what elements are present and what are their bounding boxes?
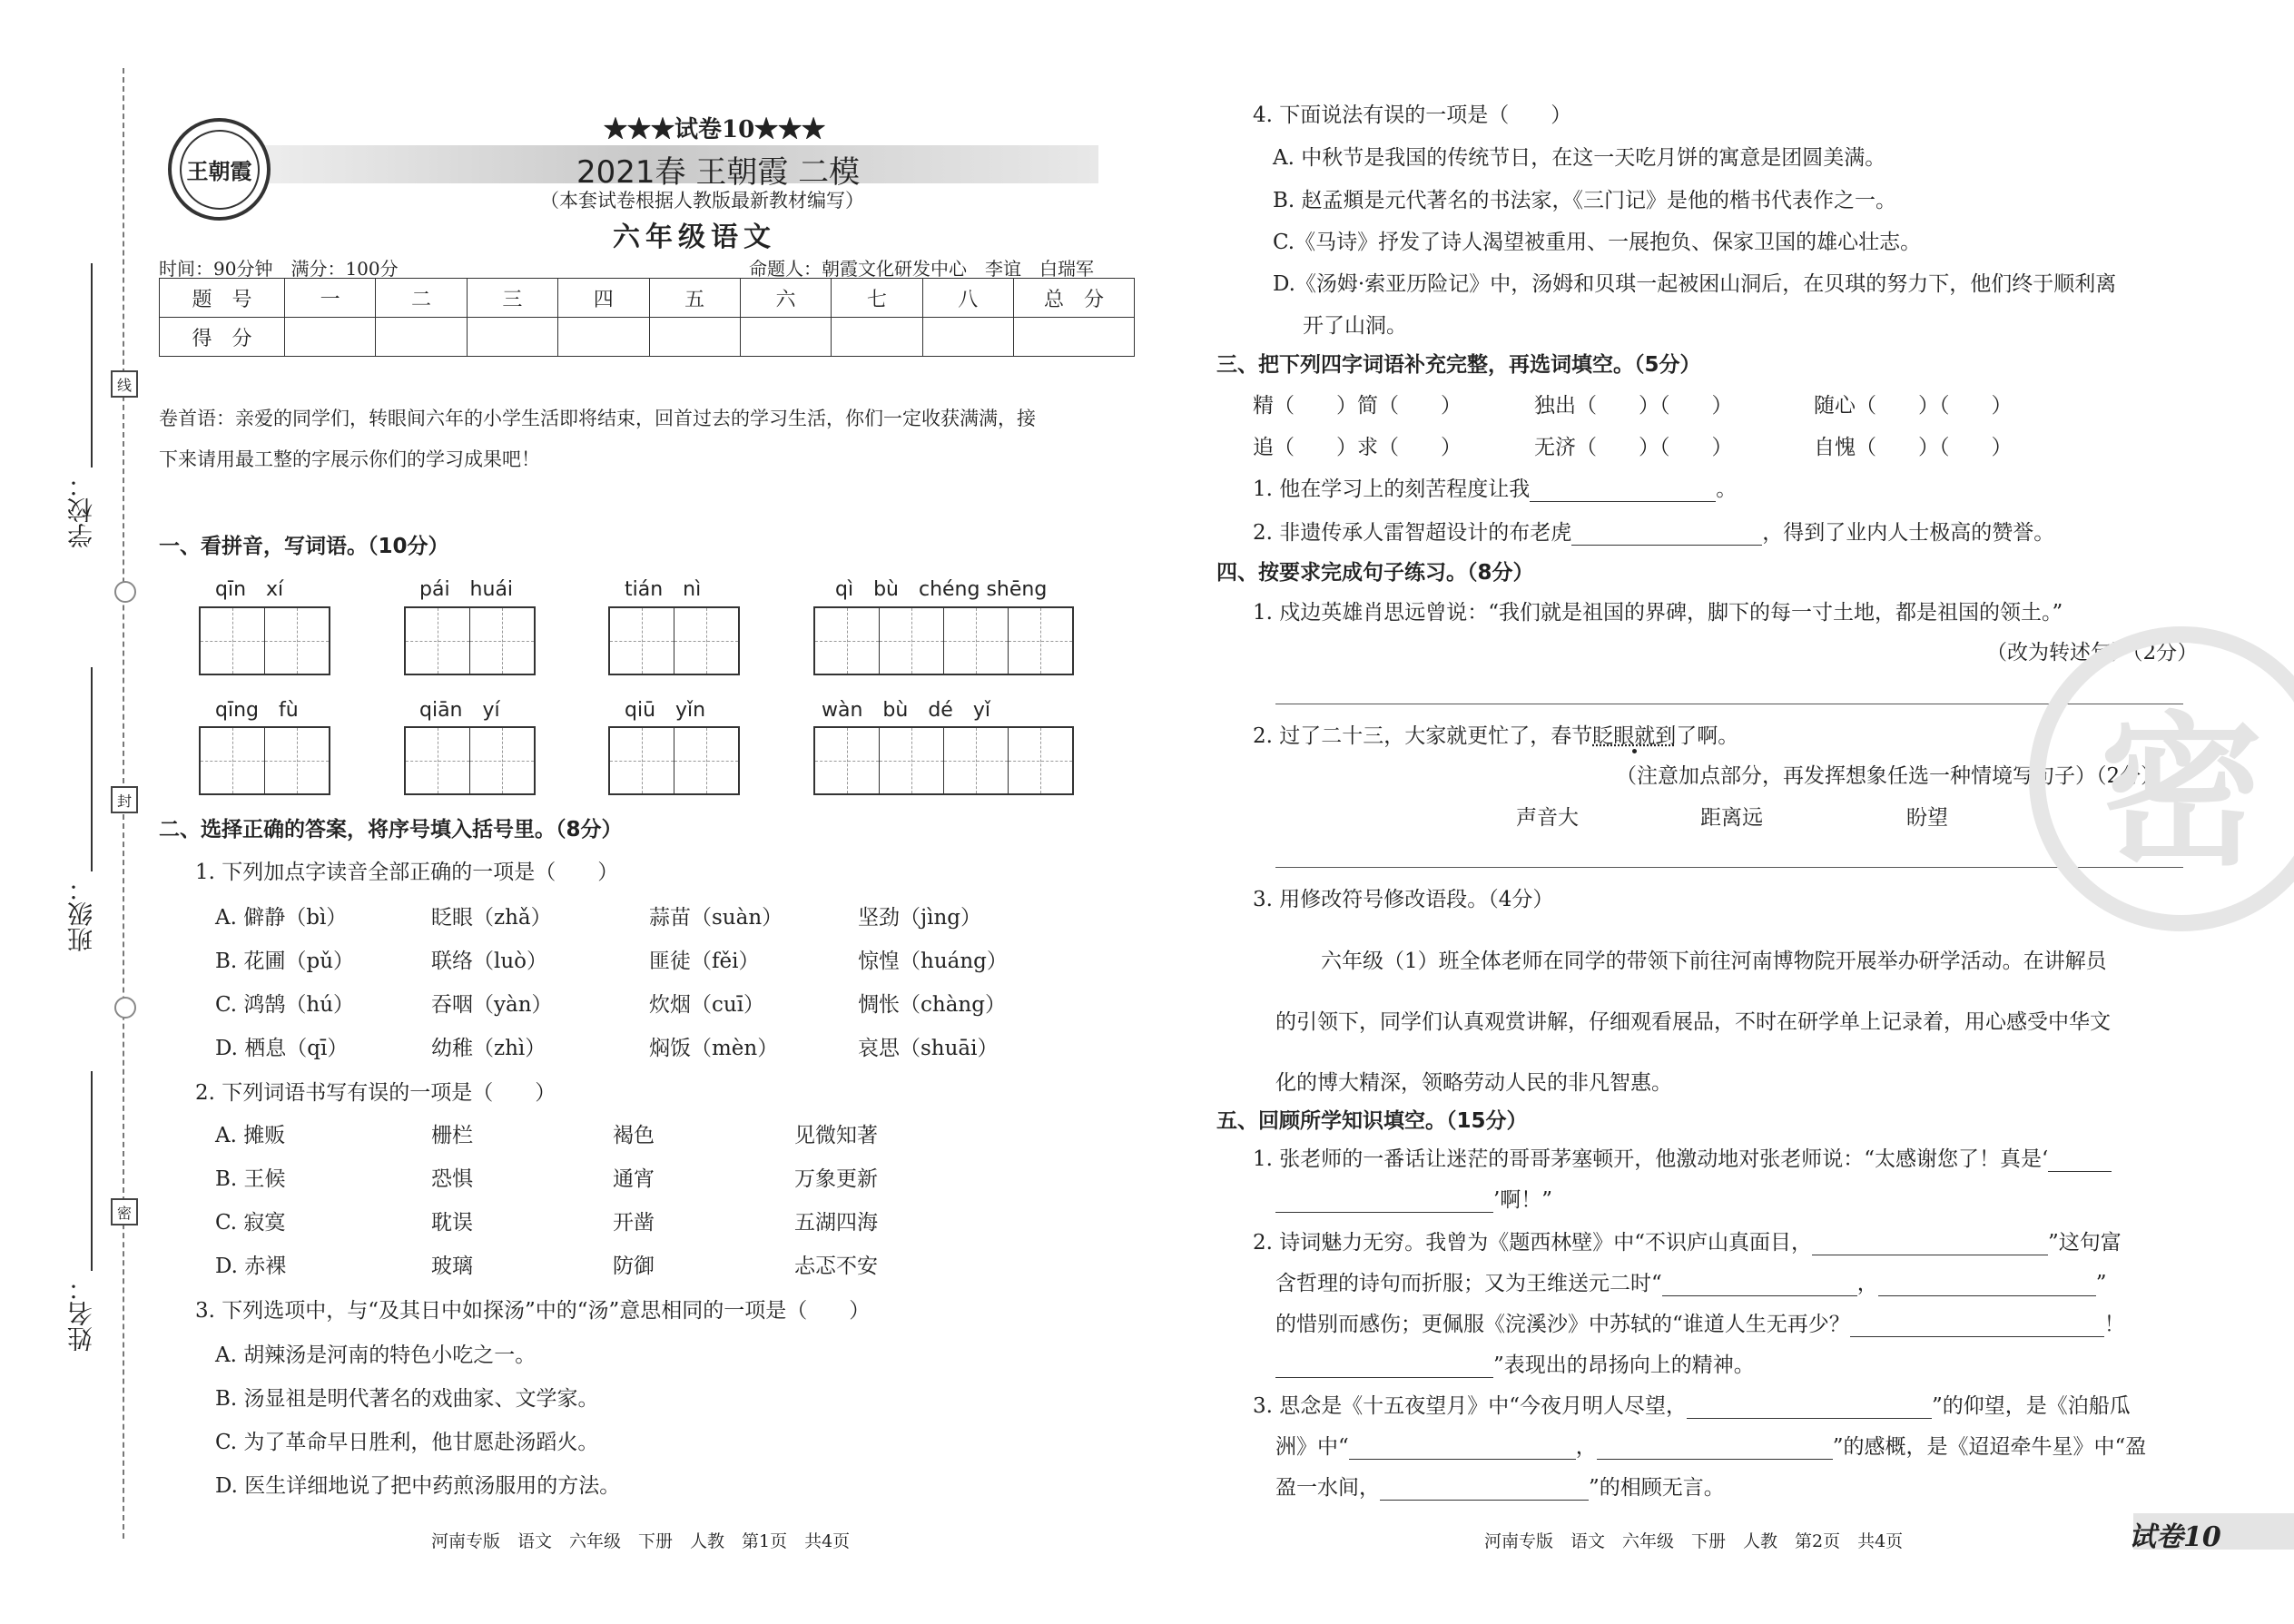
- choice: 距离远: [1700, 806, 1763, 830]
- q4-2-req: （注意加点部分，再发挥想象任选一种情境写句子）（2分）: [1616, 764, 2162, 788]
- page-footer: 河南专版 语文 六年级 下册 人教 第2页 共4页: [1484, 1531, 1904, 1551]
- option: 幼稚（zhì）: [431, 1037, 546, 1060]
- q4-3-para: 六年级（1）班全体老师在同学的带领下前往河南博物院开展举办研学活动。在讲解员: [1321, 950, 2107, 973]
- choice: 声音大: [1516, 806, 1579, 830]
- q5-text: ”: [2095, 1272, 2107, 1295]
- q5-text: 3. 思念是《十五夜望月》中“今夜月明人尽望，: [1253, 1394, 1688, 1418]
- q5-text: 洲》中“: [1275, 1435, 1349, 1459]
- dotted-text: 眨眼就到: [1592, 724, 1677, 748]
- section-3-title: 三、把下列四字词语补充完整，再选词填空。（5分）: [1216, 353, 1701, 377]
- pinyin-label: qì bù chéng shēng: [835, 578, 1048, 601]
- class-field[interactable]: [91, 667, 93, 871]
- option: A. 摊贩: [215, 1124, 286, 1147]
- score-header-cell: 总 分: [1014, 279, 1135, 318]
- writing-grid[interactable]: [404, 726, 536, 795]
- score-cell[interactable]: [922, 318, 1013, 357]
- option: 吞咽（yàn）: [431, 993, 553, 1017]
- option: D. 赤裸: [215, 1255, 287, 1278]
- option: 眨眼（zhǎ）: [431, 906, 552, 930]
- option: 恐惧: [431, 1167, 473, 1191]
- fill-blank[interactable]: [1571, 523, 1762, 546]
- score-cell[interactable]: [1014, 318, 1135, 357]
- idiom-blank[interactable]: 追（ ）求（ ）: [1253, 436, 1462, 459]
- series-label: ★★★试卷10★★★: [604, 116, 826, 143]
- name-label: 姓名：: [66, 1275, 96, 1352]
- option: C.《马诗》抒发了诗人渴望被重用、一展抱负、保家卫国的雄心壮志。: [1273, 231, 1922, 254]
- option: B. 花圃（pǔ）: [215, 950, 355, 973]
- fill-blank[interactable]: [1380, 1478, 1589, 1501]
- q5-3: [1253, 1389, 2131, 1419]
- idiom-blank[interactable]: 随心（ ）（ ）: [1814, 394, 2013, 418]
- q4-1-req: （改为转述句）（2分）: [1986, 641, 2199, 664]
- writing-grid[interactable]: [199, 726, 330, 795]
- option: 焖饭（mèn）: [649, 1037, 779, 1060]
- option: A. 胡辣汤是河南的特色小吃之一。: [215, 1343, 537, 1367]
- q5-1-cont: [1275, 1183, 1552, 1213]
- writing-grid[interactable]: [608, 606, 740, 675]
- pinyin-label: qīn xí: [215, 578, 284, 601]
- page-1: [159, 0, 1139, 1624]
- fill-blank[interactable]: [1530, 479, 1716, 502]
- preface-line-1: 卷首语：亲爱的同学们，转眼间六年的小学生活即将结束，回首过去的学习生活，你们一定收获满满，接: [159, 408, 1036, 429]
- option: 防御: [613, 1255, 655, 1278]
- q5-text: 2. 诗词魅力无穷。我曾为《题西林壁》中“不识庐山真面目，: [1253, 1231, 1813, 1255]
- option: A. 僻静（bì）: [215, 906, 348, 930]
- score-header-cell: 一: [285, 279, 376, 318]
- score-header-cell: 四: [558, 279, 649, 318]
- q5-text: ”这句富: [2048, 1231, 2122, 1255]
- q5-text: ，: [1575, 1435, 1597, 1459]
- writing-grid[interactable]: [813, 606, 1074, 675]
- q5-text: ”的感概，是《迢迢牵牛星》中“盈: [1832, 1435, 2147, 1459]
- q5-text: ’啊！”: [1493, 1188, 1553, 1212]
- score-cell[interactable]: [649, 318, 740, 357]
- q4-2: [1253, 719, 1738, 749]
- option: 玻璃: [431, 1255, 473, 1278]
- q4-2-text: 2. 过了二十三，大家就更忙了，春节: [1253, 724, 1593, 748]
- q5-text: ”的相顾无言。: [1589, 1476, 1725, 1500]
- option: A. 中秋节是我国的传统节日，在这一天吃月饼的寓意是团圆美满。: [1273, 146, 1886, 170]
- authors: 命题人：朝霞文化研发中心 李谊 白瑞军: [749, 258, 1094, 280]
- option: 惆怅（chàng）: [858, 993, 1006, 1017]
- class-label: 班级：: [66, 876, 96, 952]
- score-table: [159, 278, 1135, 357]
- seal-mi: 密: [111, 1198, 138, 1225]
- score-cell[interactable]: [558, 318, 649, 357]
- fill-blank[interactable]: [2048, 1149, 2112, 1172]
- option: 通宵: [613, 1167, 655, 1191]
- fill-blank[interactable]: [1275, 1190, 1493, 1213]
- answer-line[interactable]: [1275, 867, 2183, 868]
- section-4-title: 四、按要求完成句子练习。（8分）: [1216, 561, 1534, 585]
- fill-sentence: [1253, 516, 2054, 546]
- q4-2-end: 了啊。: [1676, 724, 1739, 748]
- fill-blank[interactable]: [1878, 1274, 2096, 1296]
- option: B. 汤显祖是明代著名的戏曲家、文学家。: [215, 1387, 599, 1411]
- choice: 盼望: [1906, 806, 1948, 830]
- school-field[interactable]: [91, 263, 93, 468]
- fill-blank[interactable]: [1687, 1396, 1932, 1419]
- score-header-cell: 三: [467, 279, 557, 318]
- option: 坚劲（jìng）: [858, 906, 982, 930]
- q2-2-stem: 2. 下列词语书写有误的一项是（ ）: [195, 1081, 556, 1105]
- score-row: [160, 318, 1135, 357]
- fill-text: ，得到了业内人士极高的赞誉。: [1762, 521, 2055, 545]
- q4-3-para: 的引领下，同学们认真观赏讲解，仔细观看展品，不时在研学单上记录着，用心感受中华文: [1275, 1010, 2111, 1034]
- section-5-title: 五、回顾所学知识填空。（15分）: [1216, 1109, 1528, 1133]
- option: 栅栏: [431, 1124, 473, 1147]
- preface-line-2: 下来请用最工整的字展示你们的学习成果吧！: [159, 448, 540, 470]
- score-cell[interactable]: [376, 318, 467, 357]
- q5-text: 盈一水间，: [1275, 1476, 1380, 1500]
- writing-grid[interactable]: [813, 726, 1074, 795]
- fill-blank[interactable]: [1349, 1437, 1576, 1460]
- score-header-cell: 七: [832, 279, 922, 318]
- logo-text: 王朝霞: [180, 130, 260, 210]
- pinyin-label: tián nì: [625, 578, 702, 601]
- q4-3-para: 化的博大精深，领略劳动人民的非凡智惠。: [1275, 1071, 1672, 1095]
- q5-3-cont: [1275, 1430, 2146, 1460]
- q5-2-cont: [1275, 1307, 2125, 1337]
- score-row-label: 得 分: [160, 318, 285, 357]
- pinyin-label: pái huái: [419, 578, 514, 601]
- q5-2: [1253, 1225, 2122, 1255]
- exam-title: 2021春 王朝霞 二模: [576, 154, 861, 191]
- option: C. 为了革命早日胜利，他甘愿赴汤蹈火。: [215, 1431, 599, 1454]
- option: 见微知著: [794, 1124, 878, 1147]
- q4-3: 3. 用修改符号修改语段。（4分）: [1253, 888, 1554, 911]
- score-header-cell: 二: [376, 279, 467, 318]
- option: 开凿: [613, 1211, 655, 1235]
- option: 忐忑不安: [794, 1255, 878, 1278]
- option: 联络（luò）: [431, 950, 548, 973]
- score-cell[interactable]: [285, 318, 376, 357]
- section-1-title: 一、看拼音，写词语。（10分）: [159, 535, 449, 558]
- idiom-blank[interactable]: 独出（ ）（ ）: [1534, 394, 1733, 418]
- option: 匪徒（fěi）: [649, 950, 760, 973]
- score-header-cell: 题 号: [160, 279, 285, 318]
- seal-feng: 封: [111, 786, 138, 813]
- option: D.《汤姆·索亚历险记》中，汤姆和贝琪一起被困山洞后，在贝琪的努力下，他们终于顺利离: [1273, 272, 2117, 296]
- score-header-cell: 五: [649, 279, 740, 318]
- q5-text: 含哲理的诗句而折服；又为王维送元二时“: [1275, 1272, 1662, 1295]
- q5-text: 1. 张老师的一番话让迷茫的哥哥茅塞顿开，他激动地对张老师说：“太感谢您了！真是‘: [1253, 1147, 2049, 1171]
- q5-text: 的惜别而感伤；更佩服《浣溪沙》中苏轼的“谁道人生无再少？: [1275, 1313, 1850, 1336]
- name-field[interactable]: [91, 1071, 93, 1271]
- q5-text: ！: [2103, 1313, 2125, 1336]
- option: 五湖四海: [794, 1211, 878, 1235]
- fill-blank[interactable]: [1662, 1274, 1857, 1296]
- fill-blank[interactable]: [1597, 1437, 1833, 1460]
- option: C. 寂寞: [215, 1211, 286, 1235]
- option: 哀思（shuāi）: [858, 1037, 999, 1060]
- seal-xian: 线: [111, 370, 138, 398]
- writing-grid[interactable]: [608, 726, 740, 795]
- page-tag: 试卷10: [2129, 1521, 2221, 1553]
- q5-text: ”表现出的昂扬向上的精神。: [1493, 1353, 1755, 1377]
- option: B. 王候: [215, 1167, 286, 1191]
- pinyin-label: qīng fù: [215, 699, 299, 722]
- option: 耽误: [431, 1211, 473, 1235]
- subject-title: 六年级语文: [613, 221, 776, 253]
- q5-2-cont: [1275, 1266, 2107, 1296]
- score-cell[interactable]: [832, 318, 922, 357]
- watermark-text: 密: [2099, 698, 2263, 888]
- option: D. 栖息（qī）: [215, 1037, 349, 1060]
- fill-blank[interactable]: [1850, 1314, 2104, 1337]
- idiom-blank[interactable]: 自愧（ ）（ ）: [1814, 436, 2013, 459]
- q5-3-cont: [1275, 1471, 1725, 1501]
- writing-grid[interactable]: [199, 606, 330, 675]
- option: C. 鸿鹄（hú）: [215, 993, 355, 1017]
- section-2-title: 二、选择正确的答案，将序号填入括号里。（8分）: [159, 818, 623, 842]
- option: 褐色: [613, 1124, 655, 1147]
- score-cell[interactable]: [740, 318, 831, 357]
- option: B. 赵孟頫是元代著名的书法家，《三门记》是他的楷书代表作之一。: [1273, 189, 1897, 212]
- score-header-cell: 六: [740, 279, 831, 318]
- q5-text: ”的仰望，是《泊船瓜: [1932, 1394, 2131, 1418]
- fill-text: 1. 他在学习上的刻苦程度让我: [1253, 477, 1531, 501]
- option: 炊烟（cuī）: [649, 993, 765, 1017]
- q5-1: [1253, 1142, 2112, 1172]
- fill-blank[interactable]: [1275, 1355, 1493, 1378]
- pinyin-label: wàn bù dé yǐ: [822, 699, 990, 722]
- fill-blank[interactable]: [1812, 1233, 2048, 1255]
- score-header-row: [160, 279, 1135, 318]
- q4-1: 1. 戍边英雄肖思远曾说：“我们就是祖国的界碑，脚下的每一寸土地，都是祖国的领土。”: [1253, 601, 2063, 625]
- fill-sentence: [1253, 472, 1737, 502]
- option: 万象更新: [794, 1167, 878, 1191]
- pinyin-label: qiū yǐn: [625, 699, 706, 722]
- binding-hole-icon: [114, 581, 136, 603]
- q5-2-cont: [1275, 1348, 1755, 1378]
- score-header-cell: 八: [922, 279, 1013, 318]
- binding-hole-icon: [114, 997, 136, 1019]
- idiom-blank[interactable]: 无济（ ）（ ）: [1534, 436, 1733, 459]
- writing-grid[interactable]: [404, 606, 536, 675]
- q2-3-stem: 3. 下列选项中，与“及其日中如探汤”中的“汤”意思相同的一项是（ ）: [195, 1299, 871, 1323]
- option: 惊惶（huáng）: [858, 950, 1008, 973]
- option: 开了山洞。: [1303, 314, 1407, 338]
- school-label: 学校：: [66, 472, 96, 548]
- time-score: 时间：90分钟 满分：100分: [159, 258, 399, 280]
- option: 蒜苗（suàn）: [649, 906, 783, 930]
- idiom-blank[interactable]: 精（ ）简（ ）: [1253, 394, 1462, 418]
- fill-text: 。: [1716, 477, 1738, 501]
- pinyin-label: qiān yí: [419, 699, 500, 722]
- score-cell[interactable]: [467, 318, 557, 357]
- page-footer: 河南专版 语文 六年级 下册 人教 第1页 共4页: [431, 1531, 851, 1551]
- q2-1-stem: 1. 下列加点字读音全部正确的一项是（ ）: [195, 861, 619, 884]
- exam-subtitle: （本套试卷根据人教版最新教材编写）: [540, 190, 864, 212]
- fill-text: 2. 非遗传承人雷智超设计的布老虎: [1253, 521, 1572, 545]
- option: D. 医生详细地说了把中药煎汤服用的方法。: [215, 1474, 621, 1498]
- q2-4-stem: 4. 下面说法有误的一项是（ ）: [1253, 103, 1572, 127]
- q5-text: ，: [1856, 1272, 1878, 1295]
